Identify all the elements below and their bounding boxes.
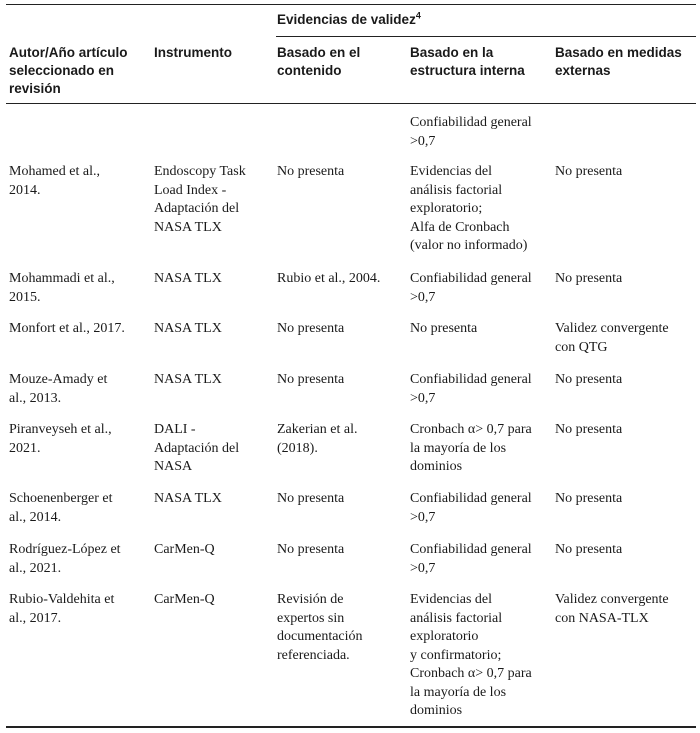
table-top-rule <box>6 4 696 5</box>
cell-content: Rubio et al., 2004. <box>277 271 381 286</box>
cell-instrument: NASA TLX <box>154 321 222 336</box>
cell-instrument: CarMen-Q <box>154 542 215 557</box>
cell-instrument: DALI - Adaptación del NASA <box>154 422 240 474</box>
cell-author: Rubio-Valdehita et al., 2017. <box>9 592 115 626</box>
cell-author: Mohammadi et al., 2015. <box>9 271 115 305</box>
cell-internal: Confiabilidad general >0,7 <box>410 372 532 406</box>
cell-internal: Evidencias del análisis factorial exploratorio; Alfa de Cronbach (valor no informado) <box>410 164 528 253</box>
cell-content: Zakerian et al. (2018). <box>277 422 358 456</box>
cell-internal: Evidencias del análisis factorial exploratorio y confirmatorio; Cronbach α> 0,7 para la mayoría de los dominios <box>410 592 532 718</box>
cell-instrument: CarMen-Q <box>154 592 215 607</box>
cell-external: No presenta <box>555 271 623 286</box>
cell-author: Mouze-Amady et al., 2013. <box>9 372 108 406</box>
cell-internal: Confiabilidad general >0,7 <box>410 271 532 305</box>
cell-external: Validez convergente con QTG <box>555 321 669 355</box>
header-external-measures: Basado en medidas externas <box>555 45 682 78</box>
cell-instrument: NASA TLX <box>154 271 222 286</box>
cell-external: No presenta <box>555 372 623 387</box>
group-header <box>277 11 577 29</box>
cell-content: No presenta <box>277 164 345 179</box>
cell-content: No presenta <box>277 321 345 336</box>
cell-external: No presenta <box>555 542 623 557</box>
cell-external: Validez convergente con NASA-TLX <box>555 592 669 626</box>
cell-author: Rodríguez-López et al., 2021. <box>9 542 121 576</box>
cell-internal: Cronbach α> 0,7 para la mayoría de los dominios <box>410 422 532 474</box>
header-content: Basado en el contenido <box>277 45 361 78</box>
cell-external: No presenta <box>555 422 623 437</box>
group-header-footnote: 4 <box>415 10 421 21</box>
cell-instrument: NASA TLX <box>154 491 222 506</box>
header-bottom-rule <box>6 103 696 104</box>
group-header-label: Evidencias de validez <box>277 12 416 27</box>
cell-content: No presenta <box>277 542 345 557</box>
header-instrument: Instrumento <box>154 45 233 60</box>
cell-instrument: NASA TLX <box>154 372 222 387</box>
cell-author: Mohamed et al., 2014. <box>9 164 100 198</box>
cell-internal: Confiabilidad general >0,7 <box>410 542 532 576</box>
cell-author: Monfort et al., 2017. <box>9 321 125 336</box>
cell-author: Piranveyseh et al., 2021. <box>9 422 112 456</box>
cell-content: No presenta <box>277 491 345 506</box>
cell-internal: No presenta <box>410 321 478 336</box>
cell-content: Revisión de expertos sin documentación referenciada. <box>277 592 363 663</box>
cell-internal: Confiabilidad general >0,7 <box>410 115 532 149</box>
table-bottom-rule <box>6 726 696 728</box>
header-internal-structure: Basado en la estructura interna <box>410 45 525 78</box>
cell-internal: Confiabilidad general >0,7 <box>410 491 532 525</box>
cell-external: No presenta <box>555 491 623 506</box>
group-header-rule <box>276 36 696 37</box>
cell-content: No presenta <box>277 372 345 387</box>
header-author: Autor/Año artículo seleccionado en revisión <box>9 45 128 96</box>
cell-author: Schoenenberger et al., 2014. <box>9 491 113 525</box>
cell-instrument: Endoscopy Task Load Index - Adaptación del NASA TLX <box>154 164 246 235</box>
cell-external: No presenta <box>555 164 623 179</box>
